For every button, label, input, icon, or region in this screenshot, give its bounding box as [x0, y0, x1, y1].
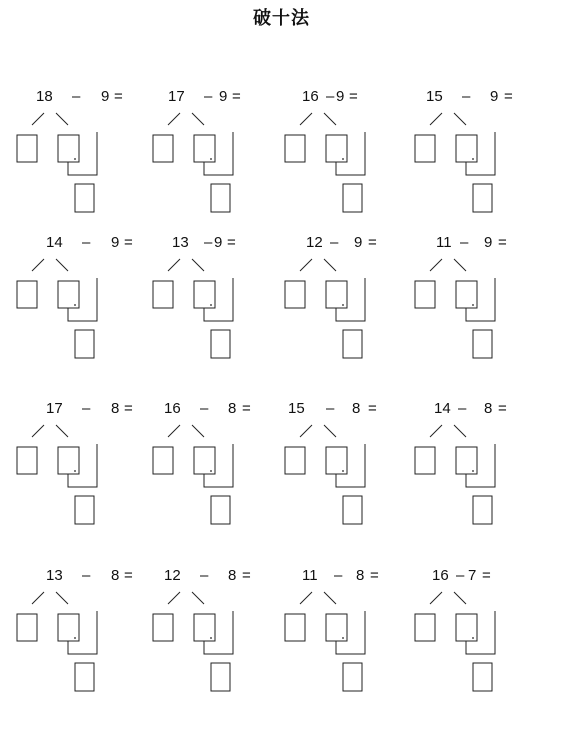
- box-dot: [74, 637, 76, 639]
- answer-box-left[interactable]: [415, 447, 435, 474]
- answer-box-left[interactable]: [415, 614, 435, 641]
- answer-box-right[interactable]: [58, 135, 79, 162]
- problem-2: [152, 86, 287, 226]
- decomposition-diagram: [284, 420, 419, 538]
- split-line-right: [454, 113, 466, 125]
- split-line-left: [430, 592, 442, 604]
- equals-sign: =: [227, 234, 236, 251]
- answer-box-right[interactable]: [58, 614, 79, 641]
- answer-box-right[interactable]: [456, 135, 477, 162]
- split-line-left: [168, 425, 180, 437]
- answer-box-bottom[interactable]: [211, 184, 230, 212]
- split-line-right: [454, 592, 466, 604]
- answer-box-right[interactable]: [58, 281, 79, 308]
- minus-sign: –: [200, 567, 209, 584]
- split-line-right: [324, 592, 336, 604]
- problem-11: [284, 398, 419, 538]
- split-line-left: [300, 592, 312, 604]
- subtrahend: 8: [356, 567, 365, 584]
- box-dot: [342, 470, 344, 472]
- answer-box-left[interactable]: [285, 447, 305, 474]
- answer-box-bottom[interactable]: [343, 496, 362, 524]
- decomposition-diagram: [16, 108, 151, 226]
- box-dot: [210, 637, 212, 639]
- subtrahend: 8: [484, 400, 493, 417]
- problem-6: [152, 232, 287, 372]
- problem-7: [284, 232, 419, 372]
- problem-3: [284, 86, 419, 226]
- problem-12: [414, 398, 549, 538]
- minuend: 14: [434, 400, 451, 417]
- answer-box-bottom[interactable]: [473, 330, 492, 358]
- answer-box-left[interactable]: [153, 447, 173, 474]
- equals-sign: =: [124, 234, 133, 251]
- box-dot: [342, 304, 344, 306]
- equals-sign: =: [349, 88, 358, 105]
- answer-box-left[interactable]: [17, 614, 37, 641]
- subtrahend: 8: [111, 400, 120, 417]
- box-dot: [472, 304, 474, 306]
- decomposition-diagram: [414, 587, 549, 705]
- box-dot: [74, 304, 76, 306]
- subtrahend: 8: [352, 400, 361, 417]
- equals-sign: =: [124, 400, 133, 417]
- minuend: 17: [168, 88, 185, 105]
- answer-box-right[interactable]: [456, 447, 477, 474]
- answer-box-bottom[interactable]: [473, 663, 492, 691]
- problem-13: [16, 565, 151, 705]
- answer-box-right[interactable]: [326, 281, 347, 308]
- equals-sign: =: [482, 567, 491, 584]
- decomposition-diagram: [284, 587, 419, 705]
- minus-sign: –: [456, 567, 465, 584]
- subtrahend: 9: [354, 234, 363, 251]
- equals-sign: =: [242, 567, 251, 584]
- minus-sign: –: [458, 400, 467, 417]
- answer-box-left[interactable]: [285, 281, 305, 308]
- answer-box-bottom[interactable]: [211, 663, 230, 691]
- minus-sign: –: [326, 88, 335, 105]
- split-line-right: [324, 113, 336, 125]
- answer-box-right[interactable]: [58, 447, 79, 474]
- answer-box-left[interactable]: [285, 614, 305, 641]
- box-dot: [74, 158, 76, 160]
- decomposition-diagram: [152, 420, 287, 538]
- split-line-left: [300, 259, 312, 271]
- answer-box-left[interactable]: [415, 281, 435, 308]
- minus-sign: –: [460, 234, 469, 251]
- minuend: 17: [46, 400, 63, 417]
- split-line-left: [32, 592, 44, 604]
- answer-box-left[interactable]: [415, 135, 435, 162]
- minuend: 16: [432, 567, 449, 584]
- minuend: 11: [302, 567, 318, 584]
- equals-sign: =: [498, 234, 507, 251]
- answer-box-right[interactable]: [456, 614, 477, 641]
- box-dot: [210, 158, 212, 160]
- minuend: 18: [36, 88, 53, 105]
- split-line-right: [324, 425, 336, 437]
- decomposition-diagram: [16, 254, 151, 372]
- decomposition-diagram: [16, 420, 151, 538]
- decomposition-diagram: [414, 420, 549, 538]
- equals-sign: =: [232, 88, 241, 105]
- minus-sign: –: [82, 234, 91, 251]
- subtrahend: 7: [468, 567, 477, 584]
- subtrahend: 9: [214, 234, 223, 251]
- problem-1: [16, 86, 151, 226]
- answer-box-bottom[interactable]: [211, 330, 230, 358]
- problem-15: [284, 565, 419, 705]
- minus-sign: –: [72, 88, 81, 105]
- subtrahend: 8: [111, 567, 120, 584]
- minus-sign: –: [82, 400, 91, 417]
- minus-sign: –: [82, 567, 91, 584]
- answer-box-bottom[interactable]: [343, 184, 362, 212]
- box-dot: [342, 637, 344, 639]
- minuend: 13: [46, 567, 63, 584]
- minus-sign: –: [326, 400, 335, 417]
- minus-sign: –: [462, 88, 471, 105]
- subtrahend: 9: [111, 234, 120, 251]
- split-line-left: [300, 425, 312, 437]
- equals-sign: =: [370, 567, 379, 584]
- equals-sign: =: [242, 400, 251, 417]
- minuend: 16: [164, 400, 181, 417]
- decomposition-diagram: [152, 108, 287, 226]
- problem-8: [414, 232, 549, 372]
- split-line-left: [32, 425, 44, 437]
- box-dot: [472, 158, 474, 160]
- answer-box-bottom[interactable]: [343, 330, 362, 358]
- minus-sign: –: [330, 234, 339, 251]
- answer-box-bottom[interactable]: [75, 184, 94, 212]
- split-line-left: [32, 259, 44, 271]
- answer-box-bottom[interactable]: [211, 496, 230, 524]
- minus-sign: –: [204, 88, 213, 105]
- decomposition-diagram: [152, 587, 287, 705]
- answer-box-bottom[interactable]: [75, 496, 94, 524]
- problem-9: [16, 398, 151, 538]
- subtrahend: 9: [490, 88, 499, 105]
- split-line-left: [430, 259, 442, 271]
- subtrahend: 9: [336, 88, 345, 105]
- answer-box-left[interactable]: [17, 281, 37, 308]
- split-line-left: [168, 113, 180, 125]
- answer-box-left[interactable]: [153, 614, 173, 641]
- decomposition-diagram: [16, 587, 151, 705]
- answer-box-right[interactable]: [326, 447, 347, 474]
- split-line-right: [56, 113, 68, 125]
- split-line-left: [32, 113, 44, 125]
- minuend: 11: [436, 234, 452, 251]
- decomposition-diagram: [284, 108, 419, 226]
- answer-box-left[interactable]: [17, 135, 37, 162]
- answer-box-right[interactable]: [194, 447, 215, 474]
- answer-box-right[interactable]: [194, 281, 215, 308]
- subtrahend: 9: [101, 88, 110, 105]
- subtrahend: 9: [219, 88, 228, 105]
- equals-sign: =: [498, 400, 507, 417]
- answer-box-bottom[interactable]: [343, 663, 362, 691]
- minuend: 12: [164, 567, 181, 584]
- minuend: 14: [46, 234, 63, 251]
- split-line-right: [454, 425, 466, 437]
- split-line-right: [192, 425, 204, 437]
- problem-10: [152, 398, 287, 538]
- decomposition-diagram: [284, 254, 419, 372]
- minus-sign: –: [200, 400, 209, 417]
- box-dot: [342, 158, 344, 160]
- split-line-left: [168, 259, 180, 271]
- split-line-right: [56, 592, 68, 604]
- answer-box-left[interactable]: [153, 281, 173, 308]
- answer-box-left[interactable]: [17, 447, 37, 474]
- split-line-right: [56, 259, 68, 271]
- answer-box-bottom[interactable]: [75, 330, 94, 358]
- box-dot: [210, 304, 212, 306]
- problem-4: [414, 86, 549, 226]
- box-dot: [472, 637, 474, 639]
- problem-16: [414, 565, 549, 705]
- minus-sign: –: [204, 234, 213, 251]
- answer-box-right[interactable]: [326, 135, 347, 162]
- minuend: 15: [426, 88, 443, 105]
- minuend: 15: [288, 400, 305, 417]
- answer-box-bottom[interactable]: [473, 496, 492, 524]
- box-dot: [74, 470, 76, 472]
- problem-5: [16, 232, 151, 372]
- split-line-right: [324, 259, 336, 271]
- problem-14: [152, 565, 287, 705]
- split-line-right: [192, 113, 204, 125]
- minuend: 16: [302, 88, 319, 105]
- equals-sign: =: [114, 88, 123, 105]
- equals-sign: =: [504, 88, 513, 105]
- split-line-right: [454, 259, 466, 271]
- split-line-right: [56, 425, 68, 437]
- minuend: 13: [172, 234, 189, 251]
- split-line-left: [430, 425, 442, 437]
- box-dot: [210, 470, 212, 472]
- answer-box-left[interactable]: [153, 135, 173, 162]
- answer-box-bottom[interactable]: [473, 184, 492, 212]
- minus-sign: –: [334, 567, 343, 584]
- answer-box-right[interactable]: [456, 281, 477, 308]
- equals-sign: =: [124, 567, 133, 584]
- equals-sign: =: [368, 400, 377, 417]
- equals-sign: =: [368, 234, 377, 251]
- split-line-left: [430, 113, 442, 125]
- decomposition-diagram: [152, 254, 287, 372]
- answer-box-right[interactable]: [194, 614, 215, 641]
- subtrahend: 8: [228, 567, 237, 584]
- answer-box-left[interactable]: [285, 135, 305, 162]
- split-line-left: [300, 113, 312, 125]
- split-line-right: [192, 259, 204, 271]
- minuend: 12: [306, 234, 323, 251]
- answer-box-right[interactable]: [326, 614, 347, 641]
- subtrahend: 8: [228, 400, 237, 417]
- box-dot: [472, 470, 474, 472]
- answer-box-right[interactable]: [194, 135, 215, 162]
- decomposition-diagram: [414, 108, 549, 226]
- answer-box-bottom[interactable]: [75, 663, 94, 691]
- split-line-left: [168, 592, 180, 604]
- subtrahend: 9: [484, 234, 493, 251]
- worksheet-title: 破十法: [253, 8, 310, 29]
- decomposition-diagram: [414, 254, 549, 372]
- split-line-right: [192, 592, 204, 604]
